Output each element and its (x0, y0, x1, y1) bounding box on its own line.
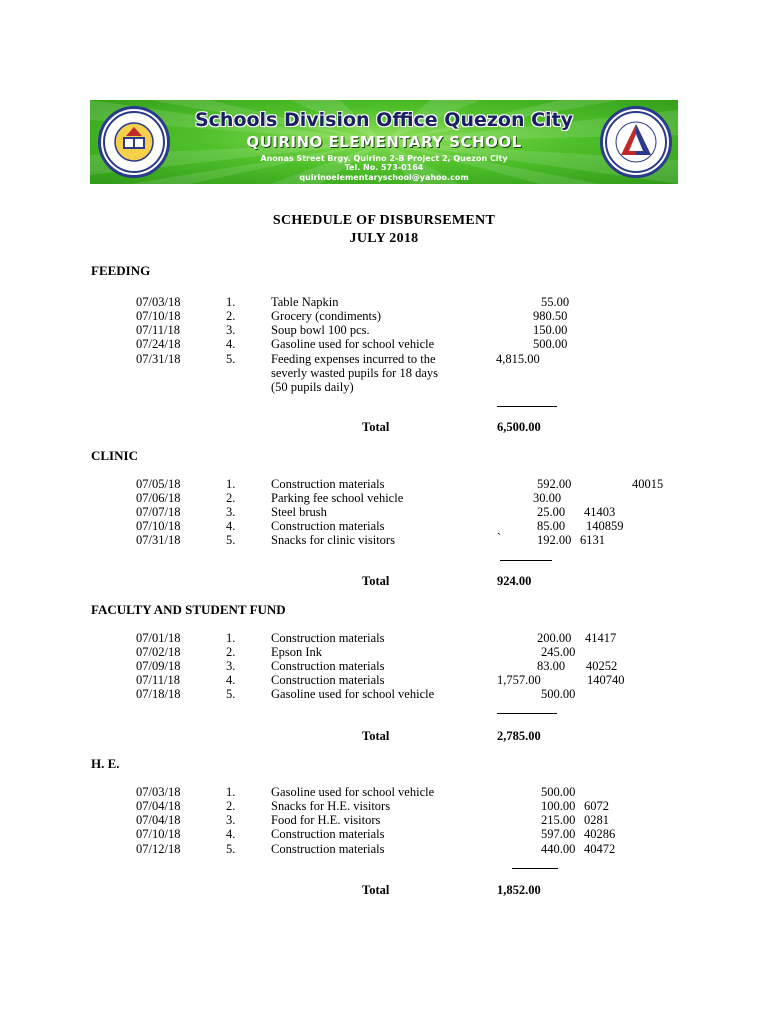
row-description: Table Napkin (271, 295, 339, 309)
row-amount: 30.00 (533, 491, 562, 505)
row-reference: 40286 (584, 827, 616, 841)
row-description: Construction materials (271, 519, 385, 533)
row-reference: 0281 (584, 813, 609, 827)
row-number: 5. (226, 533, 236, 547)
section-heading-he: H. E. (91, 756, 120, 771)
total-value: 924.00 (497, 574, 532, 588)
total-value: 1,852.00 (497, 883, 541, 897)
row-description: Food for H.E. visitors (271, 813, 381, 827)
row-date: 07/06/18 (136, 491, 181, 505)
row-description: severly wasted pupils for 18 days (271, 366, 438, 380)
row-amount: 500.00 (533, 337, 568, 351)
division-seal-logo (600, 106, 672, 178)
row-number: 2. (226, 645, 236, 659)
row-amount: 215.00 (541, 813, 576, 827)
row-number: 1. (226, 477, 236, 491)
row-amount: 597.00 (541, 827, 576, 841)
row-number: 3. (226, 659, 236, 673)
row-description: Gasoline used for school vehicle (271, 687, 435, 701)
row-date: 07/11/18 (136, 323, 180, 337)
row-number: 1. (226, 631, 236, 645)
row-date: 07/01/18 (136, 631, 181, 645)
row-description: Epson Ink (271, 645, 323, 659)
banner-email: quirinoelementaryschool@yahoo.com (299, 173, 469, 182)
row-number: 4. (226, 337, 236, 351)
row-description: Construction materials (271, 631, 385, 645)
banner-telephone: Tel. No. 573-0164 (344, 163, 424, 172)
row-description: Steel brush (271, 505, 327, 519)
subtotal-rule (512, 868, 558, 869)
row-amount: 83.00 (537, 659, 566, 673)
row-number: 4. (226, 673, 236, 687)
row-date: 07/10/18 (136, 827, 181, 841)
row-reference: 40015 (632, 477, 664, 491)
section-heading-feeding: FEEDING (91, 263, 151, 278)
row-number: 4. (226, 519, 236, 533)
row-description: Soup bowl 100 pcs. (271, 323, 370, 337)
stray-mark: ` (497, 531, 502, 545)
row-amount: 500.00 (541, 687, 576, 701)
row-reference: 40472 (584, 842, 616, 856)
row-amount: 1,757.00 (497, 673, 541, 687)
row-reference: 6131 (580, 533, 605, 547)
document-period: JULY 2018 (349, 231, 419, 246)
section-heading-faculty-student-fund: FACULTY AND STUDENT FUND (91, 602, 286, 617)
row-reference: 6072 (584, 799, 609, 813)
row-number: 3. (226, 505, 236, 519)
row-number: 5. (226, 352, 236, 366)
row-amount: 25.00 (537, 505, 566, 519)
subtotal-rule (500, 560, 552, 561)
row-description: Gasoline used for school vehicle (271, 785, 435, 799)
row-date: 07/31/18 (136, 533, 181, 547)
row-date: 07/05/18 (136, 477, 181, 491)
total-label: Total (362, 729, 390, 743)
row-number: 4. (226, 827, 236, 841)
row-description: Snacks for clinic visitors (271, 533, 395, 547)
total-value: 6,500.00 (497, 420, 541, 434)
row-amount: 192.00 (537, 533, 572, 547)
row-date: 07/07/18 (136, 505, 181, 519)
row-reference: 41403 (584, 505, 616, 519)
row-description: (50 pupils daily) (271, 380, 354, 394)
row-description: Parking fee school vehicle (271, 491, 404, 505)
row-reference: 140740 (587, 673, 625, 687)
row-number: 5. (226, 687, 236, 701)
subtotal-rule (497, 406, 557, 407)
subtotal-rule (497, 713, 557, 714)
banner-school-name: QUIRINO ELEMENTARY SCHOOL (246, 133, 522, 151)
total-label: Total (362, 420, 390, 434)
row-date: 07/18/18 (136, 687, 181, 701)
row-amount: 150.00 (533, 323, 568, 337)
row-amount: 245.00 (541, 645, 576, 659)
row-amount: 440.00 (541, 842, 576, 856)
row-date: 07/03/18 (136, 785, 181, 799)
banner-office-name: Schools Division Office Quezon City (194, 109, 574, 131)
row-amount: 200.00 (537, 631, 572, 645)
school-banner (90, 100, 678, 184)
row-number: 2. (226, 309, 236, 323)
row-amount: 980.50 (533, 309, 568, 323)
row-date: 07/10/18 (136, 519, 181, 533)
row-number: 3. (226, 813, 236, 827)
row-date: 07/03/18 (136, 295, 181, 309)
row-description: Snacks for H.E. visitors (271, 799, 391, 813)
row-amount: 85.00 (537, 519, 566, 533)
row-number: 1. (226, 295, 236, 309)
row-description: Gasoline used for school vehicle (271, 337, 435, 351)
row-amount: 500.00 (541, 785, 576, 799)
row-date: 07/10/18 (136, 309, 181, 323)
row-date: 07/04/18 (136, 813, 181, 827)
row-reference: 41417 (585, 631, 617, 645)
row-number: 1. (226, 785, 236, 799)
row-description: Construction materials (271, 842, 385, 856)
row-date: 07/12/18 (136, 842, 181, 856)
row-amount: 100.00 (541, 799, 576, 813)
row-number: 2. (226, 799, 236, 813)
row-description: Construction materials (271, 827, 385, 841)
banner-address: Anonas Street Brgy. Quirino 2-B Project 2, Quezon City (260, 154, 508, 163)
row-date: 07/02/18 (136, 645, 181, 659)
row-number: 5. (226, 842, 236, 856)
total-label: Total (362, 574, 390, 588)
row-date: 07/04/18 (136, 799, 181, 813)
row-number: 3. (226, 323, 236, 337)
section-heading-clinic: CLINIC (91, 448, 138, 463)
total-value: 2,785.00 (497, 729, 541, 743)
row-description: Construction materials (271, 673, 385, 687)
row-reference: 40252 (586, 659, 618, 673)
row-amount: 55.00 (541, 295, 570, 309)
total-label: Total (362, 883, 390, 897)
row-description: Feeding expenses incurred to the (271, 352, 436, 366)
row-description: Construction materials (271, 477, 385, 491)
row-description: Grocery (condiments) (271, 309, 382, 323)
row-reference: 140859 (586, 519, 624, 533)
row-date: 07/24/18 (136, 337, 181, 351)
row-date: 07/11/18 (136, 673, 180, 687)
row-amount: 592.00 (537, 477, 572, 491)
row-amount: 4,815.00 (496, 352, 540, 366)
row-description: Construction materials (271, 659, 385, 673)
row-number: 2. (226, 491, 236, 505)
row-date: 07/09/18 (136, 659, 181, 673)
row-date: 07/31/18 (136, 352, 181, 366)
document-title: SCHEDULE OF DISBURSEMENT (272, 213, 496, 228)
